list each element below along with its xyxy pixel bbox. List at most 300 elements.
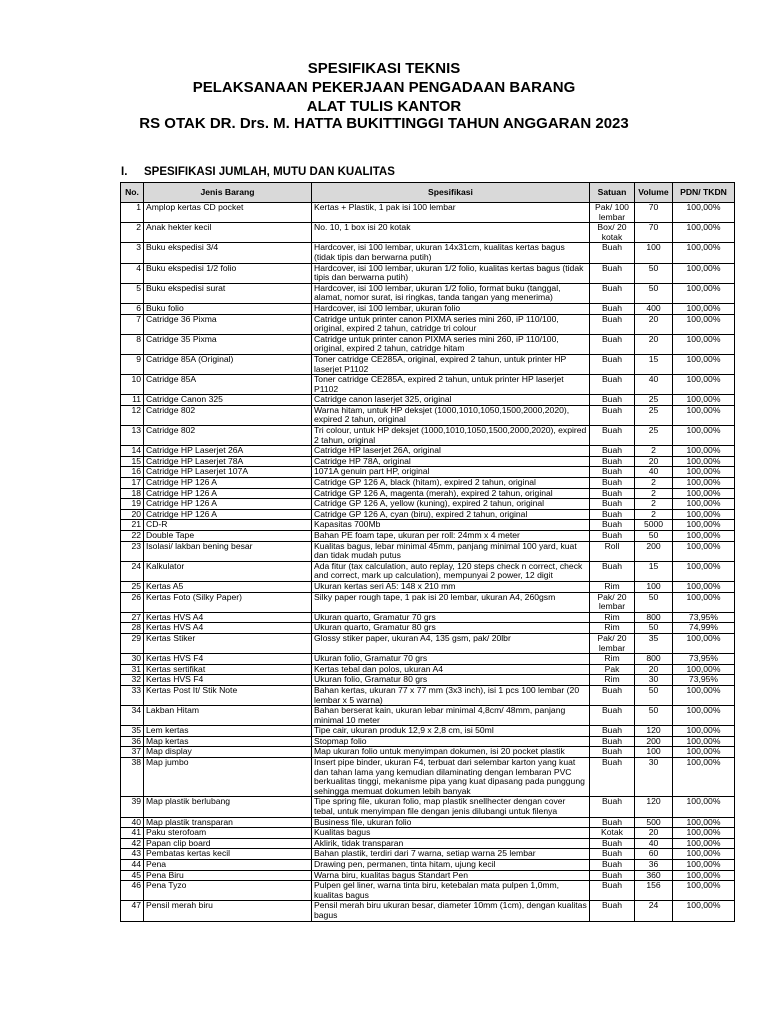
cell-pdn-tkdn: 100,00% (673, 736, 735, 747)
table-row (121, 633, 735, 653)
cell-satuan: Buah (590, 860, 635, 871)
table-row (121, 685, 735, 705)
table-row (121, 654, 735, 665)
cell-jenis-barang: Kertas HVS F4 (144, 675, 312, 686)
cell-volume: 40 (635, 467, 673, 478)
cell-volume: 50 (635, 283, 673, 303)
cell-jenis-barang: Amplop kertas CD pocket (144, 203, 312, 223)
cell-pdn-tkdn: 100,00% (673, 499, 735, 510)
cell-spesifikasi: No. 10, 1 box isi 20 kotak (312, 223, 590, 243)
cell-no: 29 (121, 633, 144, 653)
cell-satuan: Buah (590, 870, 635, 881)
cell-pdn-tkdn: 100,00% (673, 881, 735, 901)
cell-jenis-barang: Pensil merah biru (144, 901, 312, 921)
cell-satuan: Buah (590, 303, 635, 314)
cell-jenis-barang: Kertas HVS A4 (144, 623, 312, 634)
table-row (121, 797, 735, 817)
cell-no: 43 (121, 849, 144, 860)
cell-satuan: Buah (590, 478, 635, 489)
cell-jenis-barang: Buku ekspedisi 3/4 (144, 243, 312, 263)
cell-spesifikasi: Catridge GP 126 A, cyan (biru), expired 2 tahun, original (312, 509, 590, 520)
cell-spesifikasi: Hardcover, isi 100 lembar, ukuran 1/2 folio, format buku (tanggal, alamat, nomor surat, isi ringkas, tanda tangan yang menerima) (312, 283, 590, 303)
cell-no: 47 (121, 901, 144, 921)
cell-no: 14 (121, 446, 144, 457)
cell-no: 18 (121, 488, 144, 499)
cell-spesifikasi: Catridge HP 78A, original (312, 456, 590, 467)
cell-no: 22 (121, 531, 144, 542)
cell-satuan: Rim (590, 654, 635, 665)
cell-pdn-tkdn: 100,00% (673, 860, 735, 871)
cell-satuan: Pak/ 20 lembar (590, 633, 635, 653)
cell-pdn-tkdn: 100,00% (673, 747, 735, 758)
cell-satuan: Buah (590, 405, 635, 425)
cell-no: 3 (121, 243, 144, 263)
table-row (121, 901, 735, 921)
cell-volume: 50 (635, 685, 673, 705)
cell-spesifikasi: Catridge HP laserjet 26A, original (312, 446, 590, 457)
cell-spesifikasi: Warna hitam, untuk HP deksjet (1000,1010,1050,1500,2000,2020), expired 2 tahun, original (312, 405, 590, 425)
cell-no: 26 (121, 592, 144, 612)
cell-pdn-tkdn: 100,00% (673, 509, 735, 520)
table-row (121, 675, 735, 686)
section-number: I. (121, 166, 128, 178)
cell-spesifikasi: Bahan kertas, ukuran 77 x 77 mm (3x3 inch), isi 1 pcs 100 lembar (20 lembar x 5 warna) (312, 685, 590, 705)
table-row (121, 478, 735, 489)
cell-pdn-tkdn: 73,95% (673, 654, 735, 665)
cell-spesifikasi: Catridge GP 126 A, black (hitam), expired 2 tahun, original (312, 478, 590, 489)
cell-spesifikasi: Catridge canon laserjet 325, original (312, 395, 590, 406)
cell-no: 17 (121, 478, 144, 489)
table-row (121, 726, 735, 737)
cell-satuan: Pak/ 100 lembar (590, 203, 635, 223)
cell-volume: 20 (635, 456, 673, 467)
cell-pdn-tkdn: 100,00% (673, 303, 735, 314)
cell-volume: 2 (635, 509, 673, 520)
cell-satuan: Buah (590, 520, 635, 531)
cell-jenis-barang: Lakban Hitam (144, 706, 312, 726)
cell-jenis-barang: Pembatas kertas kecil (144, 849, 312, 860)
table-row (121, 706, 735, 726)
cell-pdn-tkdn: 100,00% (673, 849, 735, 860)
cell-jenis-barang: Catridge 802 (144, 426, 312, 446)
cell-volume: 120 (635, 797, 673, 817)
table-row (121, 395, 735, 406)
cell-satuan: Buah (590, 531, 635, 542)
cell-volume: 2 (635, 488, 673, 499)
cell-spesifikasi: 1071A genuin part HP, original (312, 467, 590, 478)
cell-satuan: Box/ 20 kotak (590, 223, 635, 243)
cell-no: 39 (121, 797, 144, 817)
table-row (121, 354, 735, 374)
cell-volume: 35 (635, 633, 673, 653)
cell-volume: 24 (635, 901, 673, 921)
cell-jenis-barang: Catridge 35 Pixma (144, 334, 312, 354)
cell-volume: 20 (635, 314, 673, 334)
cell-satuan: Buah (590, 747, 635, 758)
cell-satuan: Buah (590, 901, 635, 921)
cell-jenis-barang: Kertas A5 (144, 581, 312, 592)
cell-jenis-barang: Kertas Stiker (144, 633, 312, 653)
cell-spesifikasi: Catridge untuk printer canon PIXMA series mini 260, iP 110/100, original, expired 2 tahun, catridge tri colour (312, 314, 590, 334)
table-row (121, 870, 735, 881)
col-header-volume: Volume (635, 183, 673, 203)
cell-satuan: Buah (590, 243, 635, 263)
cell-satuan: Buah (590, 446, 635, 457)
cell-pdn-tkdn: 100,00% (673, 395, 735, 406)
doc-title-line-3: ALAT TULIS KANTOR (306, 98, 462, 115)
cell-no: 46 (121, 881, 144, 901)
cell-spesifikasi: Bahan plastik, terdiri dari 7 warna, setiap warna 25 lembar (312, 849, 590, 860)
cell-pdn-tkdn: 74,99% (673, 623, 735, 634)
cell-jenis-barang: Kertas Post It/ Stik Note (144, 685, 312, 705)
table-row (121, 520, 735, 531)
table-row (121, 509, 735, 520)
cell-pdn-tkdn: 100,00% (673, 314, 735, 334)
cell-no: 36 (121, 736, 144, 747)
cell-satuan: Buah (590, 726, 635, 737)
cell-no: 34 (121, 706, 144, 726)
col-header-jenis-barang: Jenis Barang (144, 183, 312, 203)
table-row (121, 612, 735, 623)
cell-no: 42 (121, 838, 144, 849)
table-row (121, 499, 735, 510)
cell-no: 41 (121, 828, 144, 839)
cell-spesifikasi: Toner catridge CE285A, original, expired 2 tahun, untuk printer HP laserjet P1102 (312, 354, 590, 374)
cell-jenis-barang: Anak hekter kecil (144, 223, 312, 243)
cell-satuan: Roll (590, 541, 635, 561)
cell-volume: 500 (635, 817, 673, 828)
cell-jenis-barang: Kertas Foto (Silky Paper) (144, 592, 312, 612)
table-row (121, 881, 735, 901)
cell-no: 9 (121, 354, 144, 374)
cell-pdn-tkdn: 100,00% (673, 405, 735, 425)
table-row (121, 531, 735, 542)
cell-spesifikasi: Bahan PE foam tape, ukuran per roll: 24mm x 4 meter (312, 531, 590, 542)
cell-pdn-tkdn: 100,00% (673, 561, 735, 581)
cell-pdn-tkdn: 100,00% (673, 901, 735, 921)
cell-spesifikasi: Ukuran folio, Gramatur 70 grs (312, 654, 590, 665)
cell-no: 2 (121, 223, 144, 243)
table-row (121, 243, 735, 263)
cell-volume: 100 (635, 581, 673, 592)
cell-jenis-barang: Papan clip board (144, 838, 312, 849)
table-row (121, 581, 735, 592)
cell-no: 5 (121, 283, 144, 303)
cell-pdn-tkdn: 100,00% (673, 531, 735, 542)
cell-no: 13 (121, 426, 144, 446)
cell-spesifikasi: Bahan berserat kain, ukuran lebar minimal 4,8cm/ 48mm, panjang minimal 10 meter (312, 706, 590, 726)
table-row (121, 467, 735, 478)
cell-no: 19 (121, 499, 144, 510)
cell-jenis-barang: Map kertas (144, 736, 312, 747)
cell-satuan: Rim (590, 623, 635, 634)
cell-spesifikasi: Catridge untuk printer canon PIXMA series mini 260, iP 110/100, original, expired 2 tahun, catridge hitam (312, 334, 590, 354)
col-header-satuan: Satuan (590, 183, 635, 203)
cell-spesifikasi: Aklirik, tidak transparan (312, 838, 590, 849)
table-row (121, 263, 735, 283)
cell-volume: 40 (635, 375, 673, 395)
cell-pdn-tkdn: 100,00% (673, 426, 735, 446)
table-row (121, 817, 735, 828)
cell-volume: 15 (635, 354, 673, 374)
cell-volume: 20 (635, 334, 673, 354)
cell-jenis-barang: Double Tape (144, 531, 312, 542)
cell-satuan: Buah (590, 334, 635, 354)
cell-jenis-barang: Kalkulator (144, 561, 312, 581)
cell-volume: 50 (635, 531, 673, 542)
cell-volume: 800 (635, 612, 673, 623)
cell-no: 33 (121, 685, 144, 705)
cell-satuan: Buah (590, 314, 635, 334)
cell-pdn-tkdn: 100,00% (673, 223, 735, 243)
cell-satuan: Buah (590, 685, 635, 705)
table-row (121, 758, 735, 797)
cell-satuan: Buah (590, 375, 635, 395)
cell-no: 6 (121, 303, 144, 314)
table-row (121, 283, 735, 303)
col-header-pdn-tkdn: PDN/ TKDN (673, 183, 735, 203)
cell-volume: 200 (635, 736, 673, 747)
table-row (121, 334, 735, 354)
cell-spesifikasi: Insert pipe binder, ukuran F4, terbuat dari selembar karton yang kuat dan tahan lama yang kemudian dilaminating dengan lembaran PVC berkualitas tinggi, mekanisme pipa yang kuat dipasang pada punggung sehingga memuat dokumen lebih banyak (312, 758, 590, 797)
table-header-row (121, 183, 735, 203)
cell-no: 10 (121, 375, 144, 395)
cell-spesifikasi: Ukuran quarto, Gramatur 70 grs (312, 612, 590, 623)
table-row (121, 303, 735, 314)
cell-no: 44 (121, 860, 144, 871)
cell-satuan: Buah (590, 561, 635, 581)
cell-spesifikasi: Map ukuran folio untuk menyimpan dokumen, isi 20 pocket plastik (312, 747, 590, 758)
cell-no: 23 (121, 541, 144, 561)
cell-volume: 50 (635, 592, 673, 612)
cell-spesifikasi: Kapasitas 700Mb (312, 520, 590, 531)
cell-volume: 40 (635, 838, 673, 849)
cell-volume: 100 (635, 243, 673, 263)
cell-satuan: Buah (590, 499, 635, 510)
cell-jenis-barang: Buku ekspedisi surat (144, 283, 312, 303)
cell-satuan: Buah (590, 426, 635, 446)
table-row (121, 561, 735, 581)
cell-spesifikasi: Hardcover, isi 100 lembar, ukuran 1/2 folio, kualitas kertas bagus (tidak tipis dan berwarna putih) (312, 263, 590, 283)
cell-jenis-barang: Catridge HP Laserjet 78A (144, 456, 312, 467)
col-header-spesifikasi: Spesifikasi (312, 183, 590, 203)
cell-no: 24 (121, 561, 144, 581)
cell-no: 32 (121, 675, 144, 686)
cell-volume: 200 (635, 541, 673, 561)
cell-satuan: Rim (590, 581, 635, 592)
table-row (121, 405, 735, 425)
cell-volume: 50 (635, 623, 673, 634)
cell-volume: 156 (635, 881, 673, 901)
cell-volume: 15 (635, 561, 673, 581)
cell-jenis-barang: Map plastik berlubang (144, 797, 312, 817)
cell-pdn-tkdn: 100,00% (673, 758, 735, 797)
cell-no: 30 (121, 654, 144, 665)
cell-satuan: Buah (590, 488, 635, 499)
cell-volume: 2 (635, 478, 673, 489)
cell-jenis-barang: Catridge 85A (Original) (144, 354, 312, 374)
table-row (121, 623, 735, 634)
cell-jenis-barang: Pena Biru (144, 870, 312, 881)
table-row (121, 860, 735, 871)
cell-no: 20 (121, 509, 144, 520)
table-row (121, 747, 735, 758)
cell-jenis-barang: Buku ekspedisi 1/2 folio (144, 263, 312, 283)
cell-satuan: Buah (590, 706, 635, 726)
section-title: SPESIFIKASI JUMLAH, MUTU DAN KUALITAS (144, 166, 395, 178)
cell-pdn-tkdn: 73,95% (673, 612, 735, 623)
table-row (121, 592, 735, 612)
cell-volume: 800 (635, 654, 673, 665)
doc-title-line-4: RS OTAK DR. Drs. M. HATTA BUKITTINGGI TAHUN ANGGARAN 2023 (139, 115, 629, 132)
cell-no: 25 (121, 581, 144, 592)
cell-volume: 20 (635, 828, 673, 839)
cell-volume: 25 (635, 426, 673, 446)
cell-jenis-barang: Isolasi/ lakban bening besar (144, 541, 312, 561)
cell-no: 37 (121, 747, 144, 758)
cell-pdn-tkdn: 100,00% (673, 243, 735, 263)
cell-volume: 120 (635, 726, 673, 737)
cell-spesifikasi: Drawing pen, permanen, tinta hitam, ujung kecil (312, 860, 590, 871)
cell-jenis-barang: Catridge HP 126 A (144, 478, 312, 489)
cell-volume: 70 (635, 203, 673, 223)
cell-pdn-tkdn: 100,00% (673, 520, 735, 531)
cell-volume: 400 (635, 303, 673, 314)
cell-pdn-tkdn: 100,00% (673, 828, 735, 839)
cell-pdn-tkdn: 100,00% (673, 354, 735, 374)
cell-spesifikasi: Glossy stiker paper, ukuran A4, 135 gsm, pak/ 20lbr (312, 633, 590, 653)
cell-pdn-tkdn: 100,00% (673, 817, 735, 828)
cell-jenis-barang: Catridge 802 (144, 405, 312, 425)
cell-spesifikasi: Ukuran kertas seri A5: 148 x 210 mm (312, 581, 590, 592)
cell-no: 12 (121, 405, 144, 425)
table-row (121, 849, 735, 860)
cell-spesifikasi: Stopmap folio (312, 736, 590, 747)
cell-satuan: Buah (590, 736, 635, 747)
cell-jenis-barang: Catridge HP 126 A (144, 488, 312, 499)
cell-no: 4 (121, 263, 144, 283)
cell-satuan: Buah (590, 263, 635, 283)
cell-volume: 20 (635, 664, 673, 675)
cell-pdn-tkdn: 73,95% (673, 675, 735, 686)
cell-jenis-barang: Catridge 36 Pixma (144, 314, 312, 334)
table-row (121, 828, 735, 839)
cell-spesifikasi: Hardcover, isi 100 lembar, ukuran 14x31cm, kualitas kertas bagus (tidak tipis dan berwarna putih) (312, 243, 590, 263)
col-header-no: No. (121, 183, 144, 203)
cell-jenis-barang: Kertas HVS A4 (144, 612, 312, 623)
cell-jenis-barang: Catridge HP 126 A (144, 499, 312, 510)
cell-no: 11 (121, 395, 144, 406)
cell-satuan: Buah (590, 817, 635, 828)
cell-no: 31 (121, 664, 144, 675)
cell-no: 28 (121, 623, 144, 634)
table-row (121, 541, 735, 561)
cell-jenis-barang: Catridge Canon 325 (144, 395, 312, 406)
cell-volume: 36 (635, 860, 673, 871)
cell-no: 27 (121, 612, 144, 623)
cell-pdn-tkdn: 100,00% (673, 581, 735, 592)
doc-title-line-1: SPESIFIKASI TEKNIS (307, 60, 461, 77)
cell-spesifikasi: Ukuran quarto, Gramatur 80 grs (312, 623, 590, 634)
cell-volume: 25 (635, 405, 673, 425)
cell-pdn-tkdn: 100,00% (673, 870, 735, 881)
cell-volume: 30 (635, 675, 673, 686)
cell-spesifikasi: Business file, ukuran folio (312, 817, 590, 828)
cell-pdn-tkdn: 100,00% (673, 541, 735, 561)
cell-satuan: Rim (590, 675, 635, 686)
cell-spesifikasi: Silky paper rough tape, 1 pak isi 20 lembar, ukuran A4, 260gsm (312, 592, 590, 612)
table-row (121, 223, 735, 243)
cell-spesifikasi: Warna biru, kualitas bagus Standart Pen (312, 870, 590, 881)
cell-satuan: Buah (590, 797, 635, 817)
cell-volume: 2 (635, 446, 673, 457)
cell-spesifikasi: Kualitas bagus, lebar minimal 45mm, panjang minimal 100 yard, kuat dan tidak mudah putus (312, 541, 590, 561)
table-row (121, 488, 735, 499)
cell-pdn-tkdn: 100,00% (673, 592, 735, 612)
cell-spesifikasi: Pulpen gel liner, warna tinta biru, ketebalan mata pulpen 1,0mm, kualitas bagus (312, 881, 590, 901)
cell-jenis-barang: Kertas HVS F4 (144, 654, 312, 665)
cell-volume: 30 (635, 758, 673, 797)
table-row (121, 664, 735, 675)
cell-pdn-tkdn: 100,00% (673, 797, 735, 817)
cell-jenis-barang: Catridge HP 126 A (144, 509, 312, 520)
cell-no: 21 (121, 520, 144, 531)
cell-satuan: Buah (590, 283, 635, 303)
cell-volume: 100 (635, 747, 673, 758)
cell-spesifikasi: Kualitas bagus (312, 828, 590, 839)
cell-pdn-tkdn: 100,00% (673, 446, 735, 457)
cell-satuan: Buah (590, 467, 635, 478)
cell-pdn-tkdn: 100,00% (673, 456, 735, 467)
cell-satuan: Buah (590, 881, 635, 901)
cell-satuan: Buah (590, 758, 635, 797)
cell-volume: 60 (635, 849, 673, 860)
cell-volume: 50 (635, 263, 673, 283)
cell-pdn-tkdn: 100,00% (673, 283, 735, 303)
cell-spesifikasi: Toner catridge CE285A, expired 2 tahun, untuk printer HP laserjet P1102 (312, 375, 590, 395)
cell-no: 16 (121, 467, 144, 478)
cell-spesifikasi: Kertas tebal dan polos, ukuran A4 (312, 664, 590, 675)
cell-spesifikasi: Ada fitur (tax calculation, auto replay, 120 steps check n correct, check and correct, mark up calculation), mempunyai 2 power, 12 digit (312, 561, 590, 581)
cell-volume: 5000 (635, 520, 673, 531)
cell-jenis-barang: CD-R (144, 520, 312, 531)
table-row (121, 314, 735, 334)
cell-jenis-barang: Map display (144, 747, 312, 758)
cell-spesifikasi: Catridge GP 126 A, magenta (merah), expired 2 tahun, original (312, 488, 590, 499)
cell-pdn-tkdn: 100,00% (673, 706, 735, 726)
table-row (121, 426, 735, 446)
cell-pdn-tkdn: 100,00% (673, 467, 735, 478)
table-row (121, 375, 735, 395)
cell-volume: 50 (635, 706, 673, 726)
cell-satuan: Buah (590, 509, 635, 520)
cell-satuan: Rim (590, 612, 635, 623)
cell-no: 45 (121, 870, 144, 881)
cell-pdn-tkdn: 100,00% (673, 375, 735, 395)
cell-pdn-tkdn: 100,00% (673, 664, 735, 675)
table-row (121, 203, 735, 223)
cell-jenis-barang: Map jumbo (144, 758, 312, 797)
cell-spesifikasi: Tipe cair, ukuran produk 12,9 x 2,8 cm, isi 50ml (312, 726, 590, 737)
cell-no: 7 (121, 314, 144, 334)
cell-satuan: Pak (590, 664, 635, 675)
cell-spesifikasi: Catridge GP 126 A, yellow (kuning), expired 2 tahun, original (312, 499, 590, 510)
cell-jenis-barang: Buku folio (144, 303, 312, 314)
cell-volume: 2 (635, 499, 673, 510)
cell-satuan: Buah (590, 354, 635, 374)
cell-jenis-barang: Catridge HP Laserjet 26A (144, 446, 312, 457)
cell-no: 8 (121, 334, 144, 354)
